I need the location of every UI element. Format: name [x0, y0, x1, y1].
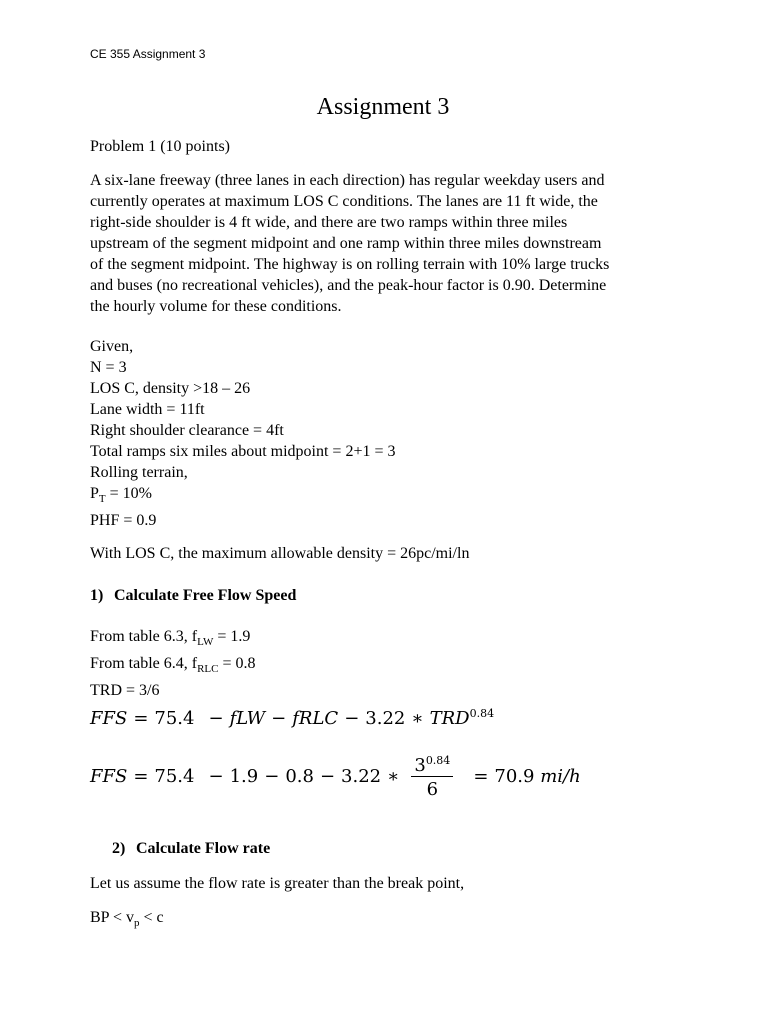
course-header: CE 355 Assignment 3	[90, 47, 206, 61]
step1-number: 1)	[90, 587, 104, 604]
los-density-statement: With LOS C, the maximum allowable density = 26pc/mi/ln	[90, 545, 470, 562]
given-lanes: N = 3	[90, 359, 127, 376]
step2-number: 2)	[112, 840, 126, 857]
problem-line: right-side shoulder is 4 ft wide, and there are two ramps within three miles	[90, 214, 568, 231]
ffs-calculation: FFS = 75.4 − 1.9 − 0.8 − 3.22 ∗ $\frac{3^{0.84}}{6}$ = 70.9 mi/h	[90, 754, 581, 800]
problem-line: the hourly volume for these conditions.	[90, 298, 342, 315]
given-shoulder: Right shoulder clearance = 4ft	[90, 422, 284, 439]
problem-statement	[90, 170, 609, 317]
given-truck-percent: $P_T = 10\%$	[90, 485, 152, 506]
given-phf: PHF = 0.9	[90, 512, 157, 530]
given-ramps: Total ramps six miles about midpoint = 2+1 = 3	[90, 443, 396, 460]
given-lane-width: Lane width = 11ft	[90, 401, 205, 418]
ffs-formula: FFS = 75.4 − fLW − fRLC − 3.22 ∗ $TRD^{0.84}$	[90, 707, 495, 729]
table-6-3-line: From table 6.3, $f_{LW} = 1.9$	[90, 628, 251, 649]
trd-line: TRD = 3/6	[90, 682, 160, 700]
problem-line: upstream of the segment midpoint and one ramp within three miles downstream	[90, 235, 602, 252]
given-intro: Given,	[90, 338, 134, 355]
given-los: LOS C, density >18 – 26	[90, 380, 251, 397]
table-lookups	[90, 626, 256, 701]
flow-rate-assumption: Let us assume the flow rate is greater than the break point,	[90, 875, 465, 892]
given-terrain: Rolling terrain,	[90, 464, 188, 481]
trd-fraction: $\frac{3^{0.84}}{6}$	[411, 754, 453, 800]
breakpoint-inequality: BP < $v_p < c$	[90, 909, 164, 930]
problem-line: of the segment midpoint. The highway is on rolling terrain with 10% large trucks	[90, 256, 610, 273]
problem-heading: Problem 1 (10 points)	[90, 138, 230, 155]
step2-title: Calculate Flow rate	[136, 840, 271, 857]
step1-title: Calculate Free Flow Speed	[114, 587, 297, 604]
step2-heading	[112, 838, 270, 859]
table-6-4-line: From table 6.4, $f_{RLC} = 0.8$	[90, 655, 256, 676]
problem-line: A six-lane freeway (three lanes in each direction) has regular weekday users and	[90, 172, 605, 189]
problem-line: currently operates at maximum LOS C conditions. The lanes are 11 ft wide, the	[90, 193, 598, 210]
problem-line: and buses (no recreational vehicles), and the peak-hour factor is 0.90. Determine	[90, 277, 607, 294]
step1-heading	[90, 585, 296, 606]
document-title: Assignment 3	[316, 94, 450, 120]
given-list	[90, 336, 395, 531]
